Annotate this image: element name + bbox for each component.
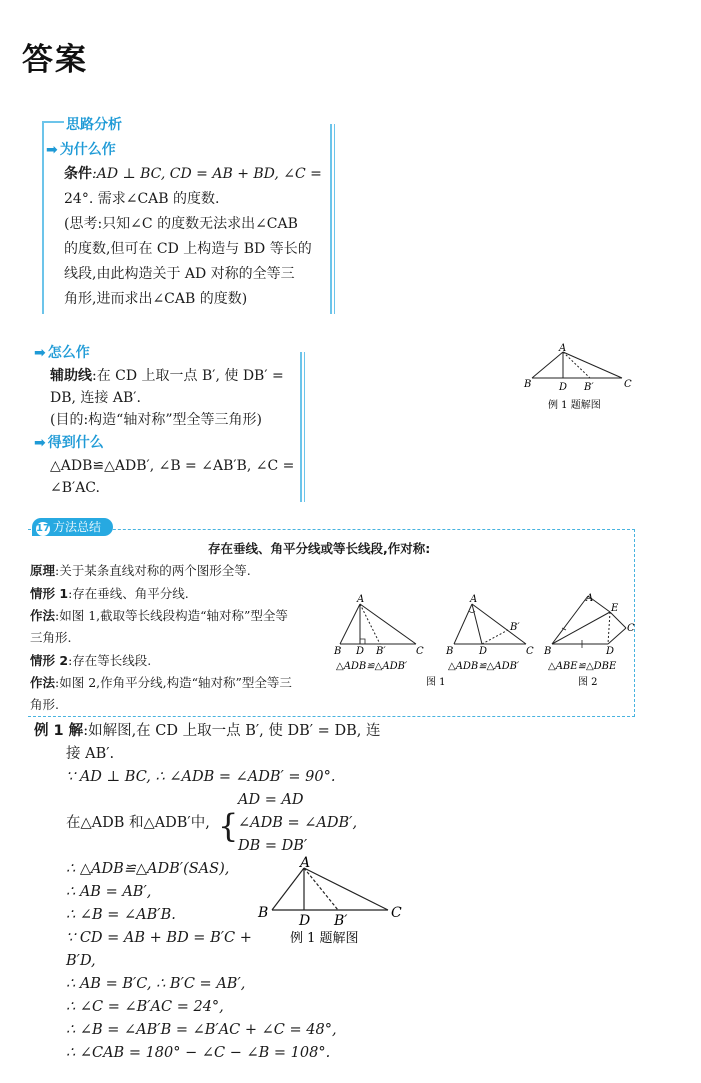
segment-AB2 <box>563 352 590 378</box>
f2-ED <box>608 612 610 644</box>
f2-label-D: D <box>606 646 615 657</box>
page-title: 答案 <box>22 42 88 78</box>
solution-line-13: ∴ ∠CAB = 180° − ∠C − ∠B = 108°. <box>66 1045 331 1061</box>
f1b-AB <box>454 604 472 644</box>
f1a-label-A: A <box>357 594 365 605</box>
system-line-1: AD = AD <box>238 792 304 808</box>
solution-line-8: ∵ CD = AB + BD = B′C + <box>66 930 252 946</box>
solution-figure-caption: 例 1 题解图 <box>290 931 359 946</box>
method-figures <box>330 592 635 690</box>
f2-CD <box>608 628 626 644</box>
sol-AB <box>272 868 304 910</box>
case2-line: 情形 2:存在等长线段. <box>30 653 152 668</box>
sol-AB2 <box>304 868 338 910</box>
fig2-label: 图 2 <box>578 677 598 688</box>
solution-line-4: 在△ADB 和△ADB′中, <box>66 815 210 831</box>
f2-AB <box>552 596 588 644</box>
f1b-caption: △ADB≌△ADB′ <box>448 661 520 672</box>
solution-line-1: 例 1 解:如解图,在 CD 上取一点 B′, 使 DB′ = DB, 连 <box>34 723 381 739</box>
analysis-left-bar <box>42 121 44 314</box>
segment-AC <box>563 352 622 378</box>
get-line-1: △ADB≌△ADB′, ∠B = ∠AB′B, ∠C = <box>50 458 295 474</box>
f2-BE <box>552 612 610 644</box>
solution-line-12: ∴ ∠B = ∠AB′B = ∠B′AC + ∠C = 48°, <box>66 1022 337 1038</box>
f1a-label-B-prime: B′ <box>376 646 386 657</box>
f1b-label-B: B <box>446 646 454 657</box>
arrow-right-icon: ➡ <box>34 345 46 361</box>
how-right-bar <box>300 352 302 502</box>
aux-line-2: DB, 连接 AB′. <box>50 390 141 406</box>
f1a-AB2 <box>360 604 380 644</box>
get-line-2: ∠B′AC. <box>50 480 100 496</box>
fig1-label: 图 1 <box>426 677 446 688</box>
method2-line-2: 角形. <box>30 697 59 712</box>
solution-line-2: 接 AB′. <box>66 746 115 762</box>
segment-AB <box>532 352 563 378</box>
f2-caption: △ABE≌△DBE <box>548 661 617 672</box>
label-A: A <box>559 343 567 354</box>
solution-figure <box>254 854 414 948</box>
how-right-bar-thin <box>304 352 305 502</box>
f2-label-C: C <box>627 623 635 634</box>
sol-label-C: C <box>391 905 402 921</box>
f1b-DB2 <box>482 630 508 644</box>
f2-EC <box>610 612 626 628</box>
label-B-prime: B′ <box>584 382 594 393</box>
arrow-right-icon: ➡ <box>46 142 58 158</box>
f1b-label-C: C <box>526 646 534 657</box>
think-line-3: 线段,由此构造关于 AD 对称的全等三 <box>64 266 295 282</box>
purpose-line: (目的:构造“轴对称”型全等三角形) <box>50 412 262 428</box>
sol-label-B-prime: B′ <box>334 913 348 929</box>
solution-line-11: ∴ ∠C = ∠B′AC = 24°, <box>66 999 224 1015</box>
sol-label-A: A <box>300 855 311 871</box>
analysis-top-tick <box>42 121 64 123</box>
aux-line-1: 辅助线:在 CD 上取一点 B′, 使 DB′ = <box>50 368 284 384</box>
f1b-label-A: A <box>470 594 478 605</box>
method-title: 存在垂线、角平分线或等长线段,作对称: <box>208 541 431 556</box>
system-brace: { <box>218 807 239 845</box>
f1a-right-angle <box>360 639 365 644</box>
figure-top-caption: 例 1 题解图 <box>548 400 601 411</box>
solution-line-5: ∴ △ADB≌△ADB′(SAS), <box>66 861 230 877</box>
system-line-2: ∠ADB = ∠ADB′, <box>238 815 358 831</box>
method2-line-1: 作法:如图 2,作角平分线,构造“轴对称”型全等三 <box>30 675 292 690</box>
solution-line-10: ∴ AB = B′C, ∴ B′C = AB′, <box>66 976 246 992</box>
solution-line-7: ∴ ∠B = ∠AB′B. <box>66 907 176 923</box>
condition-line-1: 条件:AD ⊥ BC, CD = AB + BD, ∠C = <box>64 166 322 182</box>
method-tab <box>32 518 113 536</box>
think-line-4: 角形,进而求出∠CAB 的度数) <box>64 291 248 307</box>
method-tab-number: 17 <box>36 523 50 534</box>
how-heading: ➡ 怎么作 <box>34 345 90 361</box>
f2-label-B: B <box>544 646 552 657</box>
label-C: C <box>624 379 632 390</box>
figure-2 <box>543 593 635 672</box>
f1b-label-D: D <box>479 646 488 657</box>
f1a-label-B: B <box>334 646 342 657</box>
principle-line: 原理:关于某条直线对称的两个图形全等. <box>30 563 251 578</box>
condition-line-2: 24°. 需求∠CAB 的度数. <box>64 191 220 207</box>
why-heading: ➡ 为什么作 <box>46 142 116 158</box>
label-D: D <box>559 382 568 393</box>
think-line-1: (思考:只知∠C 的度数无法求出∠CAB <box>64 216 298 232</box>
think-line-2: 的度数,但可在 CD 上构造与 BD 等长的 <box>64 241 312 257</box>
f1a-AC <box>360 604 416 644</box>
f1a-caption: △ADB≌△ADB′ <box>336 661 408 672</box>
solution-line-6: ∴ AB = AB′, <box>66 884 152 900</box>
f1a-label-C: C <box>416 646 424 657</box>
sol-AC <box>304 868 388 910</box>
method1-line-2: 三角形. <box>30 630 72 645</box>
method-tab-label: 方法总结 <box>53 520 102 534</box>
sol-label-D: D <box>299 913 311 929</box>
figure-1b <box>445 594 534 672</box>
analysis-right-bar <box>330 124 332 314</box>
f1a-label-D: D <box>356 646 365 657</box>
solution-line-3: ∵ AD ⊥ BC, ∴ ∠ADB = ∠ADB′ = 90°. <box>66 769 336 785</box>
arrow-right-icon: ➡ <box>34 435 46 451</box>
f1a-AB <box>340 604 360 644</box>
system-line-3: DB = DB′ <box>238 838 308 854</box>
analysis-heading: 思路分析 <box>66 117 122 133</box>
method1-line-1: 作法:如图 1,截取等长线段构造“轴对称”型全等 <box>30 608 288 623</box>
sol-label-B: B <box>258 905 269 921</box>
f1b-label-B-prime: B′ <box>510 622 520 633</box>
solution-line-9: B′D, <box>66 953 96 969</box>
f2-label-E: E <box>611 603 619 614</box>
figure-1a <box>333 594 424 672</box>
label-B: B <box>524 379 532 390</box>
get-heading: ➡ 得到什么 <box>34 435 104 451</box>
case1-line: 情形 1:存在垂线、角平分线. <box>30 586 189 601</box>
f2-label-A: A <box>586 593 594 604</box>
figure-top-diagram <box>520 340 650 416</box>
analysis-right-bar-thin <box>334 124 335 314</box>
